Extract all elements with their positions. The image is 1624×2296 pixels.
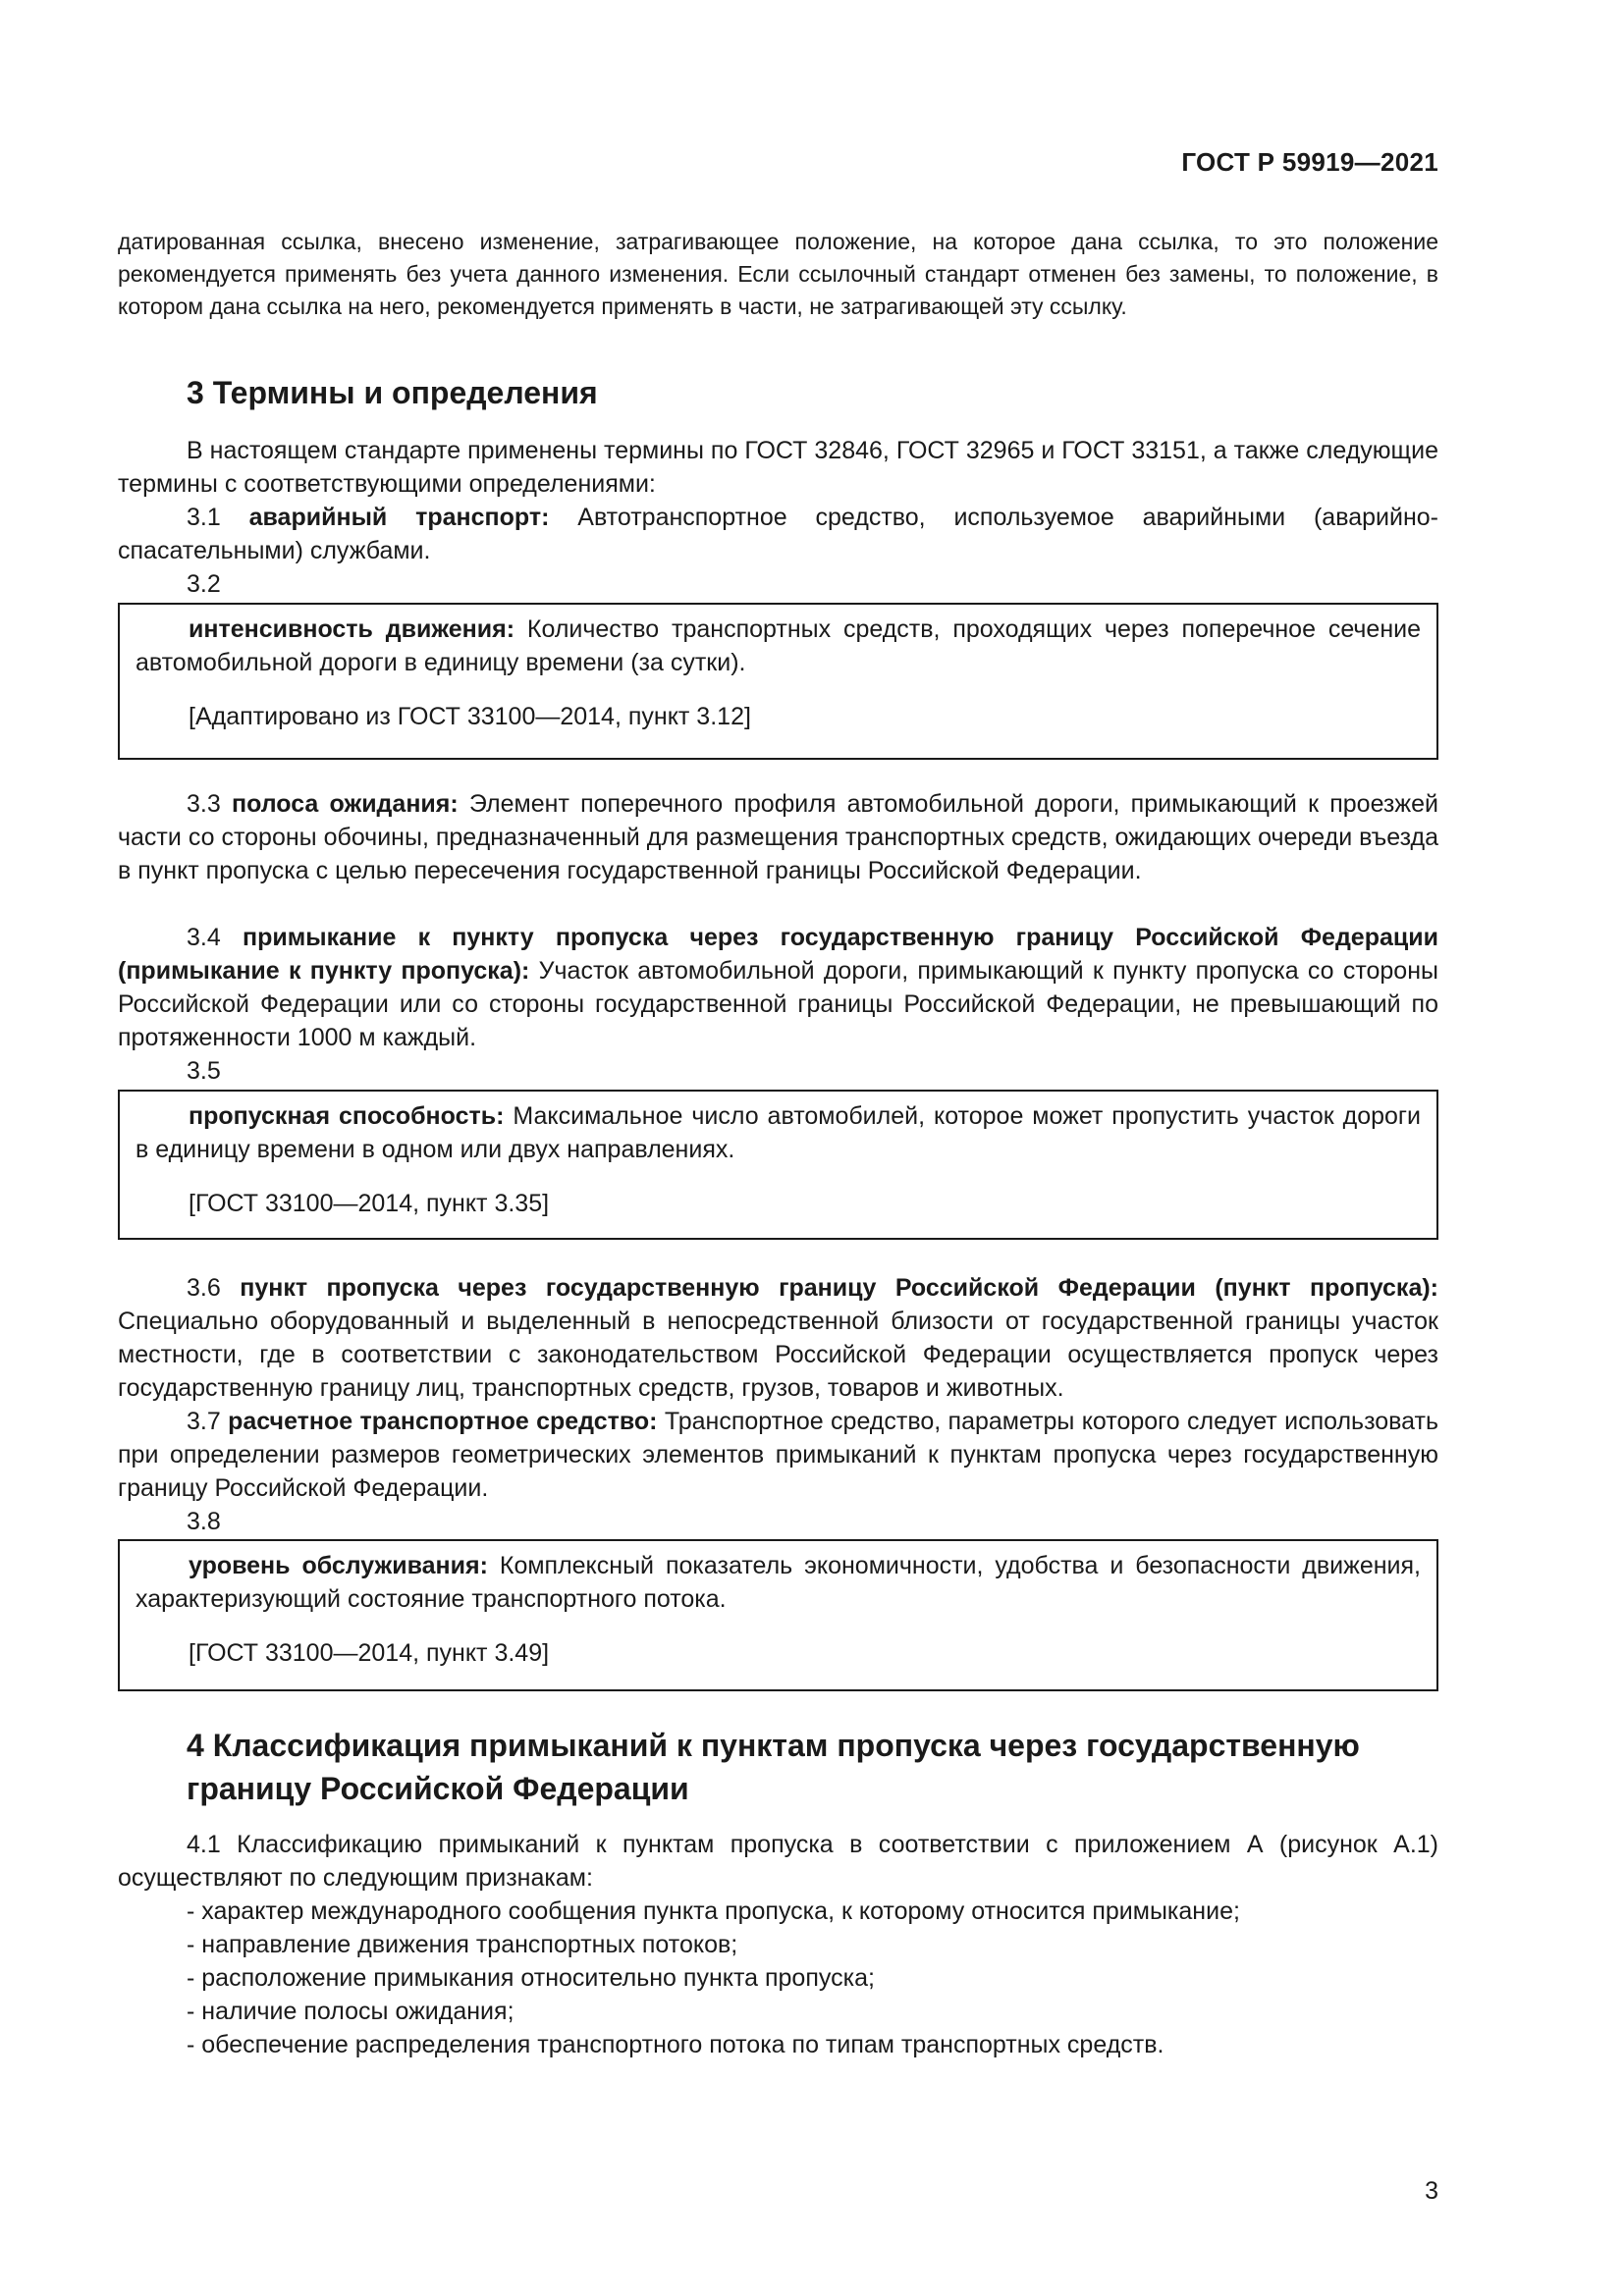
document-code: ГОСТ Р 59919—2021 bbox=[1181, 147, 1438, 177]
list-item: - наличие полосы ожидания; bbox=[187, 1998, 514, 2025]
list-item: - направление движения транспортных потоков; bbox=[187, 1931, 738, 1958]
term-name: пункт пропуска через государственную границу Российской Федерации (пункт пропуска): bbox=[240, 1274, 1438, 1302]
term-3-2 bbox=[135, 613, 1421, 679]
term-name: пропускная способность: bbox=[189, 1102, 505, 1130]
section-3-lead: В настоящем стандарте применены термины по ГОСТ 32846, ГОСТ 32965 и ГОСТ 33151, а также следующие термины с соответствующими определениями: bbox=[118, 437, 1438, 498]
term-number: 3.6 bbox=[187, 1274, 221, 1302]
term-name: уровень обслуживания: bbox=[189, 1552, 488, 1579]
term-source: [ГОСТ 33100—2014, пункт 3.49] bbox=[189, 1639, 550, 1667]
list-item: - расположение примыкания относительно пункта пропуска; bbox=[187, 1964, 875, 1992]
term-source: [Адаптировано из ГОСТ 33100—2014, пункт 3.12] bbox=[189, 703, 751, 730]
term-3-2-box bbox=[118, 603, 1438, 760]
intro-paragraph: датированная ссылка, внесено изменение, затрагивающее положение, на которое дана ссылка, то это положение рекомендуется применять без учета данного изменения. Если ссылочный стандарт отменен без замены, то положение, в котором дана ссылка на него, рекомендуется применять в части, не затрагивающей эту ссылку. bbox=[118, 229, 1438, 319]
term-3-8 bbox=[135, 1549, 1421, 1616]
term-definition: Автотранспортное средство, используемое аварийными (аварийно-спасательными) службами. bbox=[118, 504, 1438, 564]
term-definition: Элемент поперечного профиля автомобильной дороги, примыкающий к проезжей части со стороны обочины, предназначенный для размещения транспортных средств, ожидающих очереди въезда в пункт пропуска с целью пересечения государственной границы Российской Федерации. bbox=[118, 790, 1438, 884]
term-3-5 bbox=[135, 1099, 1421, 1166]
term-number: 3.3 bbox=[187, 790, 221, 818]
term-3-2-number: 3.2 bbox=[187, 570, 221, 598]
term-name: интенсивность движения: bbox=[189, 615, 515, 643]
term-definition: Комплексный показатель экономичности, удобства и безопасности движения, характеризующий состояние транспортного потока. bbox=[135, 1552, 1421, 1613]
term-name: примыкание к пункту пропуска через государственную границу Российской Федерации (примыкание к пункту пропуска): bbox=[118, 924, 1438, 985]
term-source: [ГОСТ 33100—2014, пункт 3.35] bbox=[189, 1190, 550, 1217]
term-definition: Участок автомобильной дороги, примыкающий к пункту пропуска со стороны Российской Федерации или со стороны государственной границы Российской Федерации, не превышающий по протяженности 1000 м каждый. bbox=[118, 957, 1438, 1051]
term-name: полоса ожидания: bbox=[231, 790, 459, 818]
term-definition: Специально оборудованный и выделенный в непосредственной близости от государственной границы участок местности, где в соответствии с законодательством Российской Федерации осуществляется пропуск через государственную границу лиц, транспортных средств, грузов, товаров и животных. bbox=[118, 1308, 1438, 1402]
term-number: 3.1 bbox=[187, 504, 221, 531]
list-item: - обеспечение распределения транспортного потока по типам транспортных средств. bbox=[187, 2031, 1164, 2058]
page-number: 3 bbox=[1425, 2177, 1438, 2205]
term-definition: Количество транспортных средств, проходящих через поперечное сечение автомобильной дороги в единицу времени (за сутки). bbox=[135, 615, 1421, 676]
term-3-4 bbox=[118, 921, 1438, 1054]
term-3-5-box bbox=[118, 1090, 1438, 1240]
term-3-6 bbox=[118, 1271, 1438, 1405]
term-name: аварийный транспорт: bbox=[248, 504, 550, 531]
section-4-title: 4 Классификация примыканий к пунктам пропуска через государственную границу Российской Федерации bbox=[187, 1728, 1360, 1806]
paragraph-4-1: 4.1 Классификацию примыканий к пунктам пропуска в соответствии с приложением А (рисунок А.1) осуществляют по следующим признакам: bbox=[118, 1831, 1438, 1892]
term-3-8-box bbox=[118, 1539, 1438, 1691]
term-number: 3.4 bbox=[187, 924, 221, 951]
term-3-7 bbox=[118, 1405, 1438, 1505]
term-3-3 bbox=[118, 787, 1438, 887]
document-page bbox=[118, 0, 1438, 2296]
term-name: расчетное транспортное средство: bbox=[228, 1408, 658, 1435]
term-definition: Транспортное средство, параметры которого следует использовать при определении размеров геометрических элементов примыканий к пунктам пропуска через государственную границу Российской Федерации. bbox=[118, 1408, 1438, 1502]
term-3-1 bbox=[118, 501, 1438, 567]
list-item: - характер международного сообщения пункта пропуска, к которому относится примыкание; bbox=[187, 1897, 1240, 1925]
term-3-8-number: 3.8 bbox=[187, 1508, 221, 1535]
term-3-5-number: 3.5 bbox=[187, 1057, 221, 1085]
term-definition: Максимальное число автомобилей, которое может пропустить участок дороги в единицу времени в одном или двух направлениях. bbox=[135, 1102, 1422, 1163]
section-3-title: 3 Термины и определения bbox=[187, 375, 598, 410]
term-number: 3.7 bbox=[187, 1408, 221, 1435]
